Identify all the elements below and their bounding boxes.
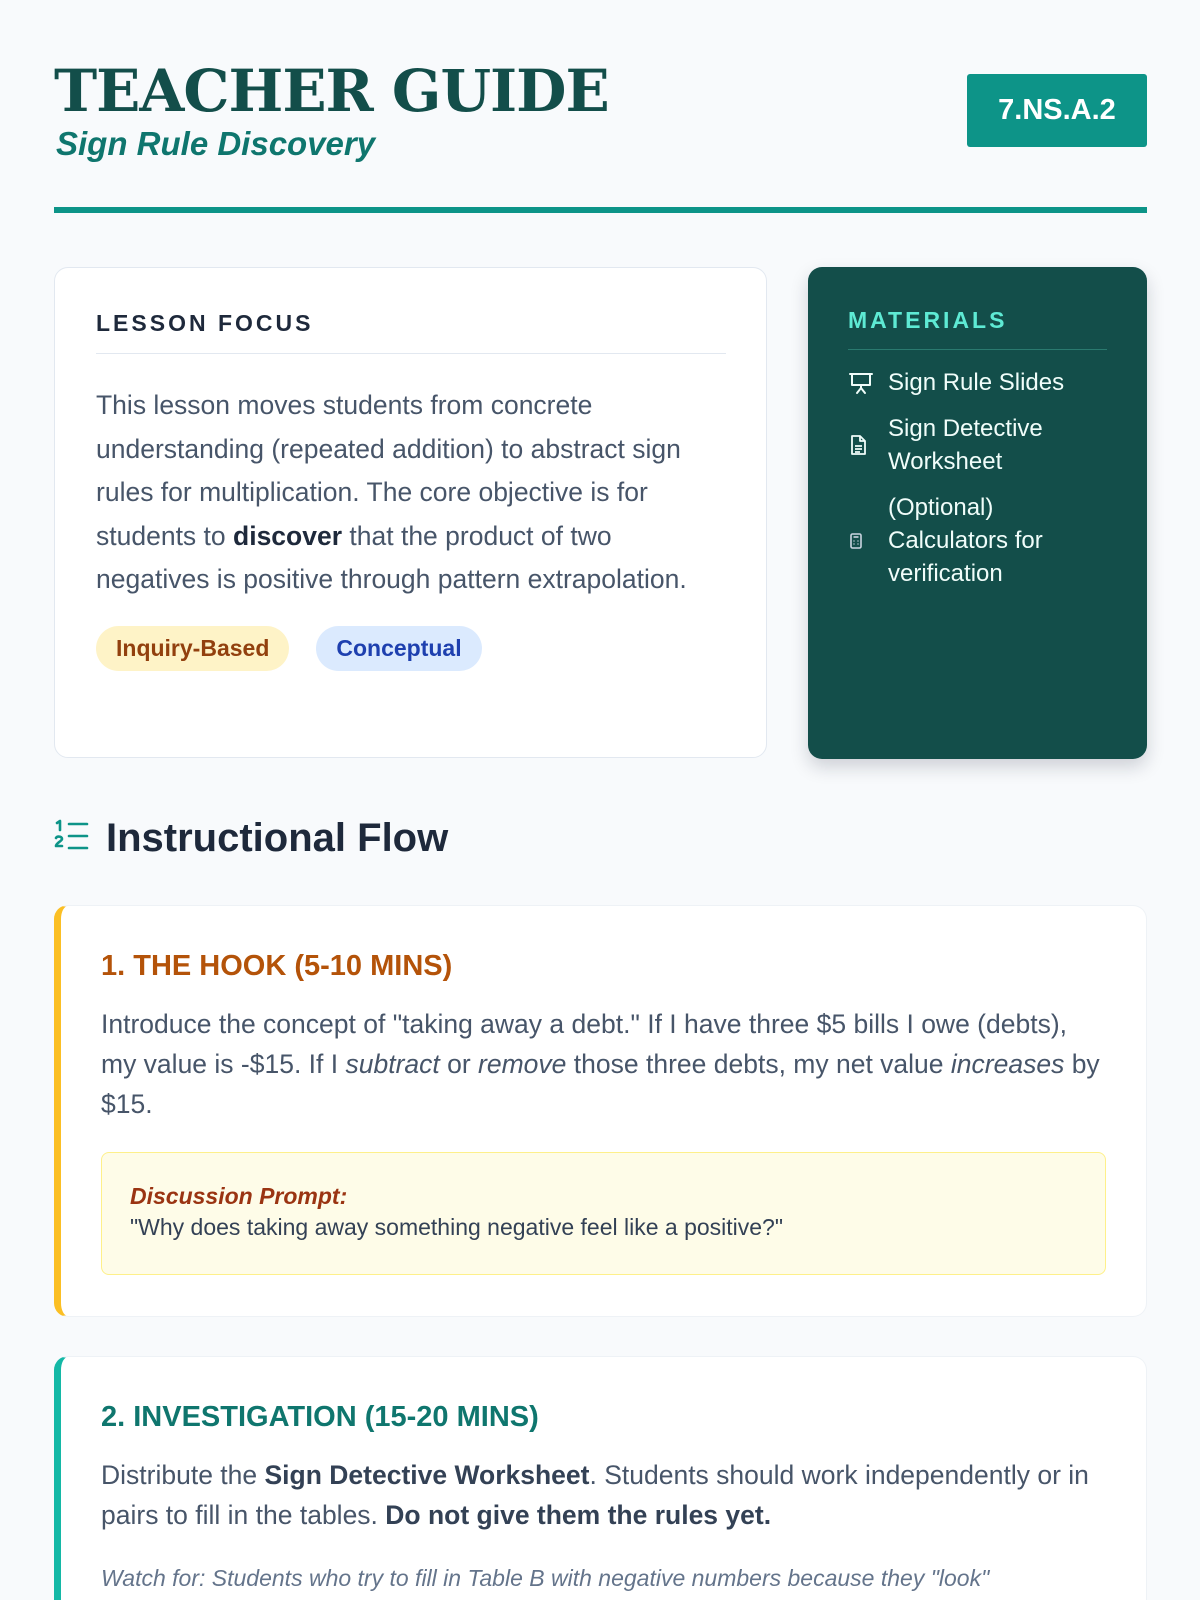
materials-item-label: Sign Detective Worksheet <box>888 415 1043 475</box>
materials-card <box>808 267 1147 759</box>
materials-item-label: (Optional) Calculators for verification <box>888 494 1043 587</box>
materials-item-label: Sign Rule Slides <box>888 369 1065 396</box>
step-text-part: Introduce the concept of "taking away a debt." If I have three $5 bills I owe (debts), my value is -$15. If I <box>101 1009 1068 1079</box>
materials-heading: MATERIALS <box>848 307 1107 350</box>
lesson-focus-text <box>96 384 726 602</box>
step-text-bold: Sign Detective Worksheet <box>264 1460 590 1490</box>
materials-item <box>848 412 1107 478</box>
step-text-part: . Students should work independently or in pairs to fill in the tables. <box>101 1460 1089 1530</box>
discussion-prompt-label: Discussion Prompt: <box>130 1183 348 1209</box>
header-divider <box>54 207 1147 213</box>
step-text-emphasis: subtract <box>345 1049 440 1079</box>
numbered-list-icon <box>54 819 90 858</box>
materials-item <box>848 491 1107 590</box>
instructional-flow-title: Instructional Flow <box>106 815 449 860</box>
step-text-emphasis: increases <box>950 1049 1065 1079</box>
tag-conceptual: Conceptual <box>316 626 481 671</box>
lesson-focus-emphasis: discover <box>233 520 343 551</box>
standard-badge: 7.NS.A.2 <box>967 74 1147 147</box>
discussion-prompt-text: "Why does taking away something negative feel like a positive?" <box>130 1214 784 1240</box>
materials-list <box>848 366 1107 590</box>
step-card-hook <box>54 905 1147 1317</box>
instructional-flow-heading <box>54 812 448 864</box>
step-text-bold: Do not give them the rules yet. <box>385 1500 772 1530</box>
lesson-tags <box>96 626 726 671</box>
step-text-part: those three debts, my net value <box>566 1049 951 1079</box>
page-subtitle: Sign Rule Discovery <box>56 125 376 162</box>
lesson-focus-card <box>54 267 767 758</box>
presentation-icon <box>848 371 876 395</box>
step-title: 1. THE HOOK (5-10 MINS) <box>101 950 453 982</box>
step-card-investigation <box>54 1356 1147 1600</box>
step-title: 2. INVESTIGATION (15-20 MINS) <box>101 1401 539 1433</box>
page-title: TEACHER GUIDE <box>54 57 609 125</box>
page-header <box>54 0 1147 214</box>
calculator-icon <box>848 532 876 550</box>
materials-item <box>848 366 1107 399</box>
step-text-emphasis: remove <box>478 1049 567 1079</box>
lesson-focus-heading: LESSON FOCUS <box>96 310 726 354</box>
watch-for-note: Watch for: Students who try to fill in Table B with negative numbers because they "look" <box>101 1565 990 1591</box>
step-text-part: by $15. <box>101 1049 1100 1119</box>
tag-inquiry-based: Inquiry-Based <box>96 626 289 671</box>
discussion-prompt-box <box>101 1152 1106 1275</box>
step-text-part: Distribute the <box>101 1460 265 1490</box>
step-text <box>101 1004 1106 1124</box>
document-icon <box>848 433 876 457</box>
step-text <box>101 1455 1106 1535</box>
lesson-focus-text-part: This lesson moves students from concrete understanding (repeated addition) to abstract sign rules for multiplication. The core objective is for students to <box>96 390 681 551</box>
teacher-guide-page <box>54 0 1147 1591</box>
lesson-focus-text-part: that the product of two negatives is positive through pattern extrapolation. <box>96 520 687 594</box>
step-text-part: or <box>439 1049 479 1079</box>
